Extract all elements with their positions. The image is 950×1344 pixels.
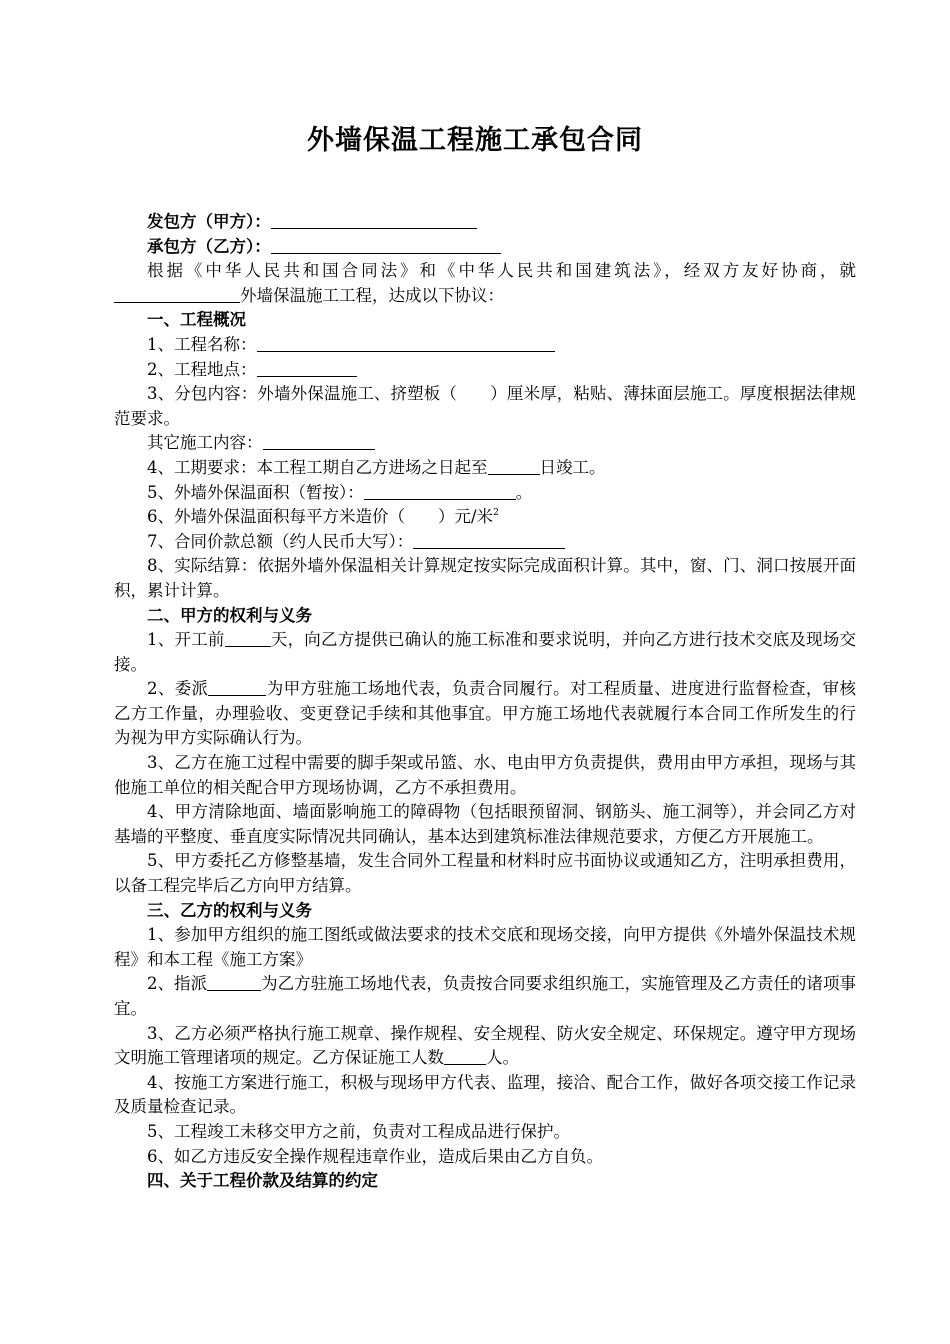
section-2-heading: 二、甲方的权利与义务 xyxy=(147,605,312,625)
s1-item-4: 4、工期要求：本工程工期自乙方进场之日起至 日竣工。 xyxy=(147,457,606,477)
project-location-blank[interactable] xyxy=(257,360,357,377)
s3-item-1: 1、参加甲方组织的施工图纸或做法要求的技术交底和现场交接，向甲方提供《外墙外保温技术规程》和本工程《施工方案》 xyxy=(114,925,856,969)
s1-item-8: 8、实际结算：依据外墙外保温相关计算规定按实际完成面积计算。其中，窗、门、洞口按展开面积，累计计算。 xyxy=(114,556,856,600)
s2-item-5: 5、甲方委托乙方修整基墙，发生合同外工程量和材料时应书面协议或通知乙方，注明承担费用，以备工程完毕后乙方向甲方结算。 xyxy=(114,851,856,896)
section-3-heading: 三、乙方的权利与义务 xyxy=(147,900,312,920)
s1-item-2: 2、工程地点： xyxy=(114,358,856,383)
intro-paragraph: 根据《中华人民共和国合同法》和《中华人民共和国建筑法》，经双方友好协商，就外墙保温施工工程，达成以下协议： xyxy=(114,259,856,308)
s1-item-3: 3、分包内容：外墙外保温施工、挤塑板（ ）厘米厚，粘贴、薄抹面层施工。厚度根据法律规范要求。 xyxy=(114,384,856,428)
party-a-rep-blank[interactable] xyxy=(208,679,266,696)
project-name-blank[interactable] xyxy=(114,286,240,303)
days-blank[interactable] xyxy=(225,630,271,647)
section-4-heading: 四、关于工程价款及结算的约定 xyxy=(147,1171,378,1191)
area-blank[interactable] xyxy=(364,483,516,500)
s3-item-2: 2、指派 为乙方驻施工场地代表，负责按合同要求组织施工，实施管理及乙方责任的诸项事宜。 xyxy=(114,974,857,1018)
s1-item-1: 1、工程名称： xyxy=(114,333,856,358)
document-title: 外墙保温工程施工承包合同 xyxy=(307,125,643,156)
other-content-blank[interactable] xyxy=(263,433,375,450)
s2-item-1: 1、开工前 天，向乙方提供已确认的施工标准和要求说明，并向乙方进行技术交底及现场交接。 xyxy=(114,630,857,674)
s3-item-5: 5、工程竣工未移交甲方之前，负责对工程成品进行保护。 xyxy=(147,1121,570,1141)
s2-item-3: 3、乙方在施工过程中需要的脚手架或吊篮、水、电由甲方负责提供，费用由甲方承担，现场与其他施工单位的相关配合甲方现场协调，乙方不承担费用。 xyxy=(114,753,856,797)
party-a-blank[interactable] xyxy=(271,212,477,229)
party-b-rep-blank[interactable] xyxy=(207,974,261,991)
s3-item-6: 6、如乙方违反安全操作规程违章作业，造成后果由乙方自负。 xyxy=(147,1146,603,1166)
s1-item-6: 6、外墙外保温面积每平方米造价（ ）元/米$^2$ xyxy=(147,507,499,527)
contract-body xyxy=(114,210,856,1194)
completion-date-blank[interactable] xyxy=(488,458,540,475)
s3-item-3: 3、乙方必须严格执行施工规章、操作规程、安全规程、防火安全规定、环保规定。遵守甲方现场文明施工管理诸项的规定。乙方保证施工人数 人。 xyxy=(114,1023,856,1068)
party-b-line: 承包方（乙方）： xyxy=(114,235,856,260)
section-1-heading: 一、工程概况 xyxy=(147,310,246,330)
workers-count-blank[interactable] xyxy=(444,1048,486,1065)
total-price-blank[interactable] xyxy=(413,532,565,549)
s3-item-4: 4、按施工方案进行施工，积极与现场甲方代表、监理，接洽、配合工作，做好各项交接工作记录及质量检查记录。 xyxy=(114,1072,856,1117)
project-title-blank[interactable] xyxy=(257,335,555,352)
s2-item-4: 4、甲方清除地面、墙面影响施工的障碍物（包括眼预留洞、钢筋头、施工洞等），并会同乙方对基墙的平整度、垂直度实际情况共同确认，基本达到建筑标准法律规范要求，方便乙方开展施工。 xyxy=(114,802,856,846)
s1-item-7: 7、合同价款总额（约人民币大写）： xyxy=(114,530,856,555)
s1-other: 其它施工内容： xyxy=(114,431,856,456)
s2-item-2: 2、委派 为甲方驻施工场地代表，负责合同履行。对工程质量、进度进行监督检查，审核乙方工作量，办理验收、变更登记手续和其他事宜。甲方施工场地代表就履行本合同工作所发生的行为视为甲方实际确认行为。 xyxy=(114,679,857,748)
party-a-line: 发包方（甲方）： xyxy=(114,210,856,235)
party-b-blank[interactable] xyxy=(271,237,501,254)
s1-item-5: 5、外墙外保温面积（暂按）： 。 xyxy=(147,482,533,502)
